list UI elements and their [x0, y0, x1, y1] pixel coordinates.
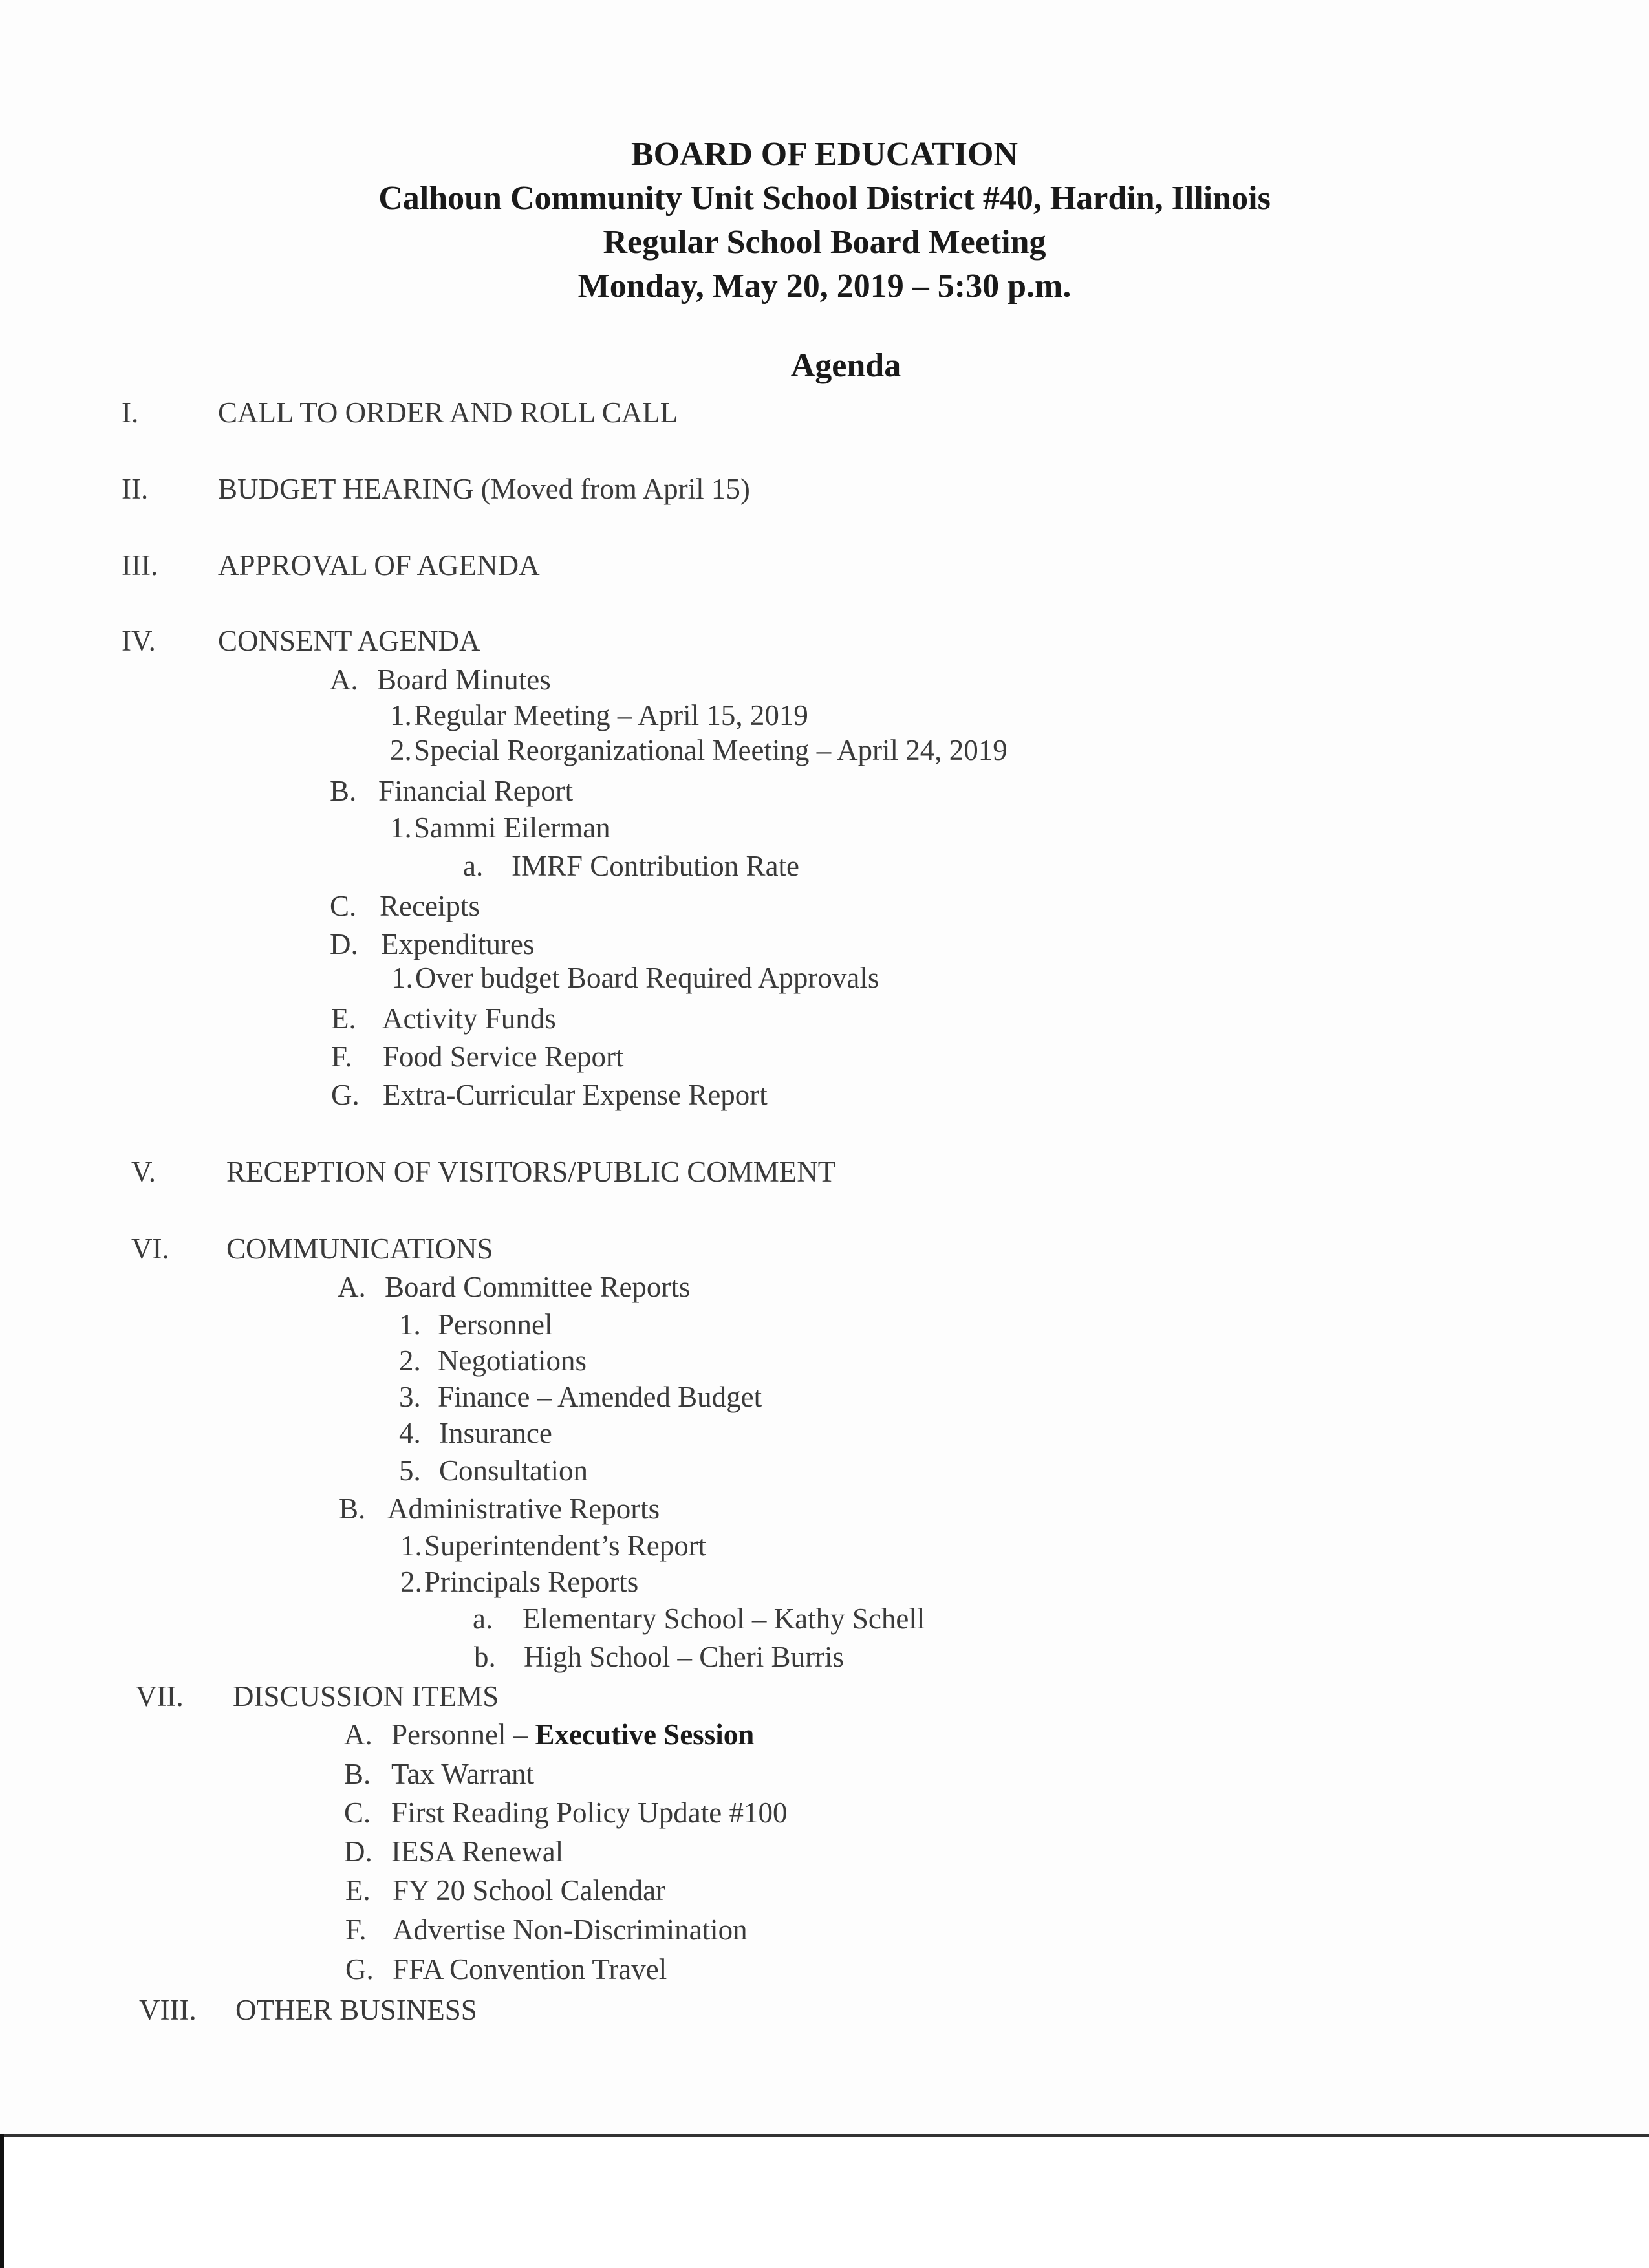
section-title: COMMUNICATIONS [226, 1233, 493, 1265]
section-number: I. [122, 396, 139, 429]
item-number: 2. [399, 1345, 421, 1377]
agenda-subitem: Principals Reports [424, 1566, 639, 1598]
item-number: 2. [390, 734, 412, 766]
item-letter: C. [344, 1797, 371, 1829]
item-letter: A. [344, 1718, 372, 1751]
agenda-subitem: Superintendent’s Report [424, 1529, 707, 1562]
section-title: DISCUSSION ITEMS [233, 1680, 499, 1712]
board-title: BOARD OF EDUCATION [630, 136, 1018, 173]
item-letter: G. [331, 1079, 360, 1111]
section-number: III. [122, 549, 158, 581]
item-number: 1. [400, 1529, 422, 1562]
section-number: V. [131, 1156, 156, 1188]
agenda-item: Advertise Non-Discrimination [393, 1914, 748, 1946]
item-letter: B. [344, 1758, 371, 1790]
item-sub-letter: b. [474, 1641, 496, 1673]
item-letter: A. [338, 1271, 366, 1303]
meeting-date: Monday, May 20, 2019 – 5:30 p.m. [577, 268, 1072, 305]
meeting-type: Regular School Board Meeting [603, 224, 1046, 261]
item-letter: D. [344, 1835, 372, 1868]
item-letter: B. [330, 775, 357, 807]
item-letter: B. [339, 1493, 366, 1525]
agenda-subitem: Insurance [439, 1417, 552, 1449]
section-number: IV. [122, 625, 156, 657]
item-letter: C. [330, 890, 357, 922]
section-title: OTHER BUSINESS [235, 1994, 477, 2026]
item-number: 3. [399, 1381, 421, 1413]
agenda-item: FFA Convention Travel [393, 1953, 667, 1985]
agenda-subitem: Personnel [438, 1308, 553, 1341]
agenda-subitem: Regular Meeting – April 15, 2019 [414, 699, 808, 731]
agenda-item: Activity Funds [382, 1002, 556, 1035]
agenda-title: Agenda [790, 347, 901, 384]
item-sub-letter: a. [463, 850, 484, 882]
agenda-item-text: Personnel – [391, 1718, 535, 1751]
item-letter: A. [330, 664, 358, 696]
item-letter: E. [345, 1874, 371, 1906]
section-number: II. [122, 473, 149, 505]
agenda-item: IESA Renewal [391, 1835, 564, 1868]
agenda-subitem: Finance – Amended Budget [438, 1381, 762, 1413]
item-letter: F. [345, 1914, 367, 1946]
section-title: RECEPTION OF VISITORS/PUBLIC COMMENT [226, 1156, 836, 1188]
agenda-subitem: Consultation [439, 1454, 588, 1487]
agenda-item: Receipts [380, 890, 480, 922]
section-number: VI. [131, 1233, 169, 1265]
agenda-item: Board Minutes [377, 664, 551, 696]
agenda-item: Tax Warrant [391, 1758, 535, 1790]
agenda-subitem: Negotiations [438, 1345, 587, 1377]
agenda-item: Financial Report [378, 775, 574, 807]
item-number: 4. [399, 1417, 421, 1449]
item-number: 2. [400, 1566, 422, 1598]
agenda-subitem: Elementary School – Kathy Schell [523, 1603, 925, 1635]
section-title: CALL TO ORDER AND ROLL CALL [218, 396, 678, 429]
agenda-item: Expenditures [381, 928, 535, 960]
agenda-subitem: High School – Cheri Burris [524, 1641, 844, 1673]
item-letter: E. [331, 1002, 356, 1035]
item-letter: F. [331, 1041, 352, 1073]
item-number: 5. [399, 1454, 421, 1487]
section-number: VIII. [139, 1994, 197, 2026]
item-letter: G. [345, 1953, 374, 1985]
section-number: VII. [136, 1680, 184, 1712]
page-bottom-edge [0, 2134, 1649, 2137]
agenda-subitem: IMRF Contribution Rate [512, 850, 800, 882]
agenda-item: FY 20 School Calendar [393, 1874, 666, 1906]
scan-edge [0, 2134, 4, 2268]
agenda-item: First Reading Policy Update #100 [391, 1797, 788, 1829]
agenda-subitem: Over budget Board Required Approvals [415, 962, 879, 994]
executive-session-label: Executive Session [535, 1718, 755, 1751]
agenda-item: Food Service Report [383, 1041, 624, 1073]
district-name: Calhoun Community Unit School District #40, Hardin, Illinois [378, 180, 1271, 217]
item-number: 1. [399, 1308, 421, 1341]
agenda-subitem: Special Reorganizational Meeting – April 24, 2019 [414, 734, 1008, 766]
agenda-item [391, 1718, 754, 1751]
item-sub-letter: a. [473, 1603, 493, 1635]
item-number: 1. [390, 812, 412, 844]
agenda-subitem: Sammi Eilerman [414, 812, 610, 844]
agenda-item: Extra-Curricular Expense Report [383, 1079, 768, 1111]
agenda-item: Administrative Reports [387, 1493, 660, 1525]
document-header [0, 133, 1649, 308]
item-number: 1. [390, 699, 412, 731]
section-title: BUDGET HEARING (Moved from April 15) [218, 473, 750, 505]
section-title: APPROVAL OF AGENDA [218, 549, 540, 581]
item-letter: D. [330, 928, 358, 960]
agenda-item: Board Committee Reports [385, 1271, 691, 1303]
item-number: 1. [391, 962, 413, 994]
section-title: CONSENT AGENDA [218, 625, 480, 657]
